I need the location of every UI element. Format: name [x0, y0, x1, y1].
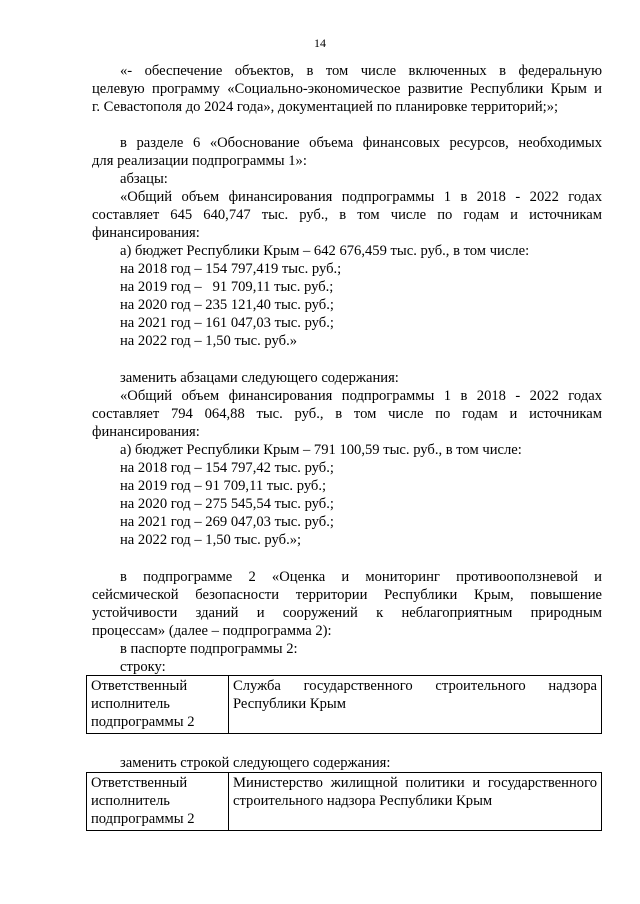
text-line: финансирования: — [92, 424, 200, 440]
text-line: «Общий объем финансирования подпрограммы 1 в 2018 - 2022 годах — [120, 388, 602, 404]
text-line: на 2019 год – 91 709,11 тыс. руб.; — [120, 279, 334, 295]
text-line: процессам» (далее – подпрограмма 2): — [92, 623, 332, 639]
table-row — [87, 676, 602, 734]
text-line: абзацы: — [120, 171, 168, 187]
text-line: на 2022 год – 1,50 тыс. руб.»; — [120, 532, 302, 548]
text-line: заменить абзацами следующего содержания: — [120, 370, 399, 386]
table-cell-label — [87, 773, 229, 831]
table-cell-value — [229, 773, 602, 831]
responsible-executor-table-new — [86, 772, 602, 831]
text-line: а) бюджет Республики Крым – 642 676,459 тыс. руб., в том числе: — [120, 243, 530, 259]
cell-line: Республики Крым — [233, 696, 346, 712]
text-line: в паспорте подпрограммы 2: — [120, 641, 298, 657]
page-number: 14 — [314, 36, 326, 50]
text-line: устойчивости зданий и сооружений к неблагоприятным природным — [92, 605, 602, 621]
text-line: а) бюджет Республики Крым – 791 100,59 тыс. руб., в том числе: — [120, 442, 522, 458]
text-line: целевую программу «Социально-экономическое развитие Республики Крым и — [92, 81, 602, 97]
responsible-executor-table-old — [86, 675, 602, 734]
text-line: на 2019 год – 91 709,11 тыс. руб.; — [120, 478, 327, 494]
text-line: финансирования: — [92, 225, 200, 241]
text-line: в подпрограмме 2 «Оценка и мониторинг противооползневой и — [120, 569, 602, 585]
cell-line: Служба государственного строительного надзора — [233, 678, 597, 694]
text-line: составляет 794 064,88 тыс. руб., в том числе по годам и источникам — [92, 406, 602, 422]
cell-line: строительного надзора Республики Крым — [233, 793, 493, 809]
text-line: заменить строкой следующего содержания: — [120, 755, 391, 771]
text-line: на 2020 год – 275 545,54 тыс. руб.; — [120, 496, 334, 512]
table-row — [87, 773, 602, 831]
text-line: на 2021 год – 269 047,03 тыс. руб.; — [120, 514, 334, 530]
text-line: «- обеспечение объектов, в том числе включенных в федеральную — [120, 63, 602, 79]
text-line: «Общий объем финансирования подпрограммы 1 в 2018 - 2022 годах — [120, 189, 602, 205]
table-cell-label — [87, 676, 229, 734]
text-line: на 2022 год – 1,50 тыс. руб.» — [120, 333, 298, 349]
cell-line: исполнитель — [91, 696, 170, 712]
text-line: сейсмической безопасности территории Республики Крым, повышение — [92, 587, 602, 603]
cell-line: Министерство жилищной политики и государственного — [233, 775, 597, 791]
cell-line: исполнитель — [91, 793, 170, 809]
text-line: на 2018 год – 154 797,419 тыс. руб.; — [120, 261, 342, 277]
text-line: в разделе 6 «Обоснование объема финансовых ресурсов, необходимых — [120, 135, 602, 151]
cell-line: Ответственный — [91, 775, 188, 791]
text-line: на 2021 год – 161 047,03 тыс. руб.; — [120, 315, 334, 331]
cell-line: подпрограммы 2 — [91, 714, 195, 730]
cell-line: Ответственный — [91, 678, 188, 694]
text-line: для реализации подпрограммы 1»: — [92, 153, 307, 169]
table-cell-value — [229, 676, 602, 734]
text-line: на 2018 год – 154 797,42 тыс. руб.; — [120, 460, 334, 476]
text-line: на 2020 год – 235 121,40 тыс. руб.; — [120, 297, 334, 313]
text-line: строку: — [120, 659, 166, 675]
text-line: г. Севастополя до 2024 года», документацией по планировке территорий;»; — [92, 99, 559, 115]
text-line: составляет 645 640,747 тыс. руб., в том числе по годам и источникам — [92, 207, 602, 223]
cell-line: подпрограммы 2 — [91, 811, 195, 827]
